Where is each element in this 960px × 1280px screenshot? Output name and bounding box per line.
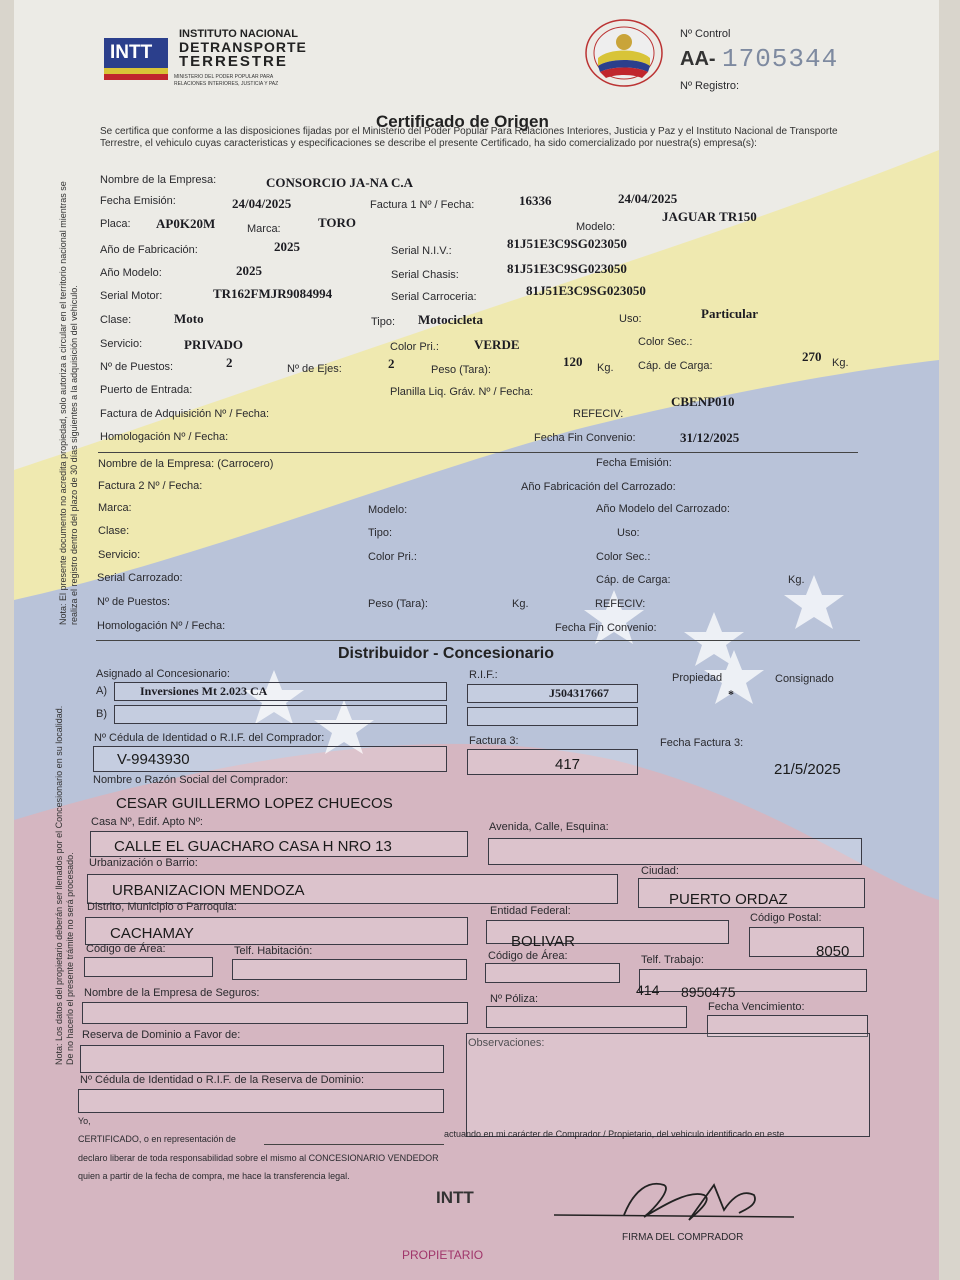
color-sec-label: Color Sec.: — [638, 336, 693, 348]
fecha-emision-label: Fecha Emisión: — [100, 195, 176, 207]
postal-label: Código Postal: — [750, 912, 822, 924]
org-name-line1: INSTITUTO NACIONAL — [179, 28, 298, 40]
planilla-label: Planilla Liq. Gráv. Nº / Fecha: — [390, 386, 534, 398]
carrocero-peso-label: Peso (Tara): — [368, 598, 428, 610]
rif-b-field[interactable] — [467, 707, 638, 726]
carrocero-carga-kg: Kg. — [788, 574, 805, 586]
declaration-yo: Yo, — [78, 1116, 91, 1126]
poliza-label: Nº Póliza: — [490, 993, 539, 1005]
rif-a-value: J504317667 — [549, 686, 609, 700]
tipo-label: Tipo: — [371, 316, 396, 328]
uso-value: Particular — [701, 306, 759, 321]
factura1-date: 24/04/2025 — [618, 191, 678, 206]
seguros-label: Nombre de la Empresa de Seguros: — [84, 987, 260, 999]
carrocero-tipo-label: Tipo: — [368, 527, 393, 539]
area-trab-label: Código de Área: — [488, 950, 568, 962]
fin-convenio-value: 31/12/2025 — [680, 430, 740, 445]
servicio-value: PRIVADO — [184, 337, 243, 352]
tel-hab-field[interactable] — [232, 959, 467, 980]
refeciv-label: REFECIV: — [573, 408, 624, 420]
refeciv-value: CBENP010 — [671, 394, 735, 409]
row-b-label: B) — [96, 708, 107, 720]
intro-text: Se certifica que conforme a las disposiciones fijadas por el Ministerio del Poder Popular Para Relaciones Interiores, Justicia y Paz y el Instituto Nacional de Transporte Terrestre, el vehiculo cuyas caracteristicas y especificaciones se describe el presente Certificado, ha sido comercializado por nuestra(s) empresa(s): — [100, 126, 838, 149]
entidad-value: BOLIVAR — [511, 933, 575, 950]
carga-value: 270 — [802, 349, 822, 364]
tel-trab-label: Telf. Trabajo: — [641, 954, 704, 966]
avenida-label: Avenida, Calle, Esquina: — [489, 821, 609, 833]
ejes-value: 2 — [388, 356, 395, 371]
casa-value: CALLE EL GUACHARO CASA H NRO 13 — [114, 838, 392, 855]
observaciones-label: Observaciones: — [468, 1037, 545, 1049]
intt-logo — [104, 38, 168, 80]
fecha-factura3-value: 21/5/2025 — [774, 761, 841, 778]
area-field[interactable] — [84, 957, 213, 977]
poliza-field[interactable] — [486, 1006, 687, 1028]
area-trab-field[interactable] — [485, 963, 620, 983]
declaration-line2: declaro liberar de toda responsabilidad sobre el mismo al CONCESIONARIO VENDEDOR — [78, 1153, 439, 1163]
registro-label: Nº Registro: — [680, 80, 740, 92]
adquisicion-label: Factura de Adquisición Nº / Fecha: — [100, 408, 270, 420]
control-label: Nº Control — [680, 28, 731, 40]
puerto-label: Puerto de Entrada: — [100, 384, 193, 396]
ministry-line2: RELACIONES INTERIORES, JUSTICIA Y PAZ — [174, 81, 279, 87]
factura3-label: Factura 3: — [469, 735, 519, 747]
section-divider — [98, 452, 858, 453]
serial-motor-value: TR162FMJR9084994 — [213, 286, 333, 301]
carrocero-uso-label: Uso: — [617, 527, 640, 539]
org-name-line2: DETRANSPORTE — [179, 39, 307, 55]
modelo-value: JAGUAR TR150 — [662, 209, 757, 224]
ministry-line1: MINISTERIO DEL PODER POPULAR PARA — [174, 74, 274, 80]
carga-label: Cáp. de Carga: — [638, 360, 713, 372]
propiedad-mark: * — [728, 687, 734, 701]
fecha-emision-value: 24/04/2025 — [232, 196, 292, 211]
empresa-label: Nombre de la Empresa: — [100, 174, 217, 186]
reserva-cedula-field[interactable] — [78, 1089, 444, 1113]
placa-value: AP0K20M — [156, 216, 216, 231]
carrocero-carga-label: Cáp. de Carga: — [596, 574, 671, 586]
carrocero-color-pri-label: Color Pri.: — [368, 551, 417, 563]
ejes-label: Nº de Ejes: — [287, 363, 342, 375]
entidad-label: Entidad Federal: — [490, 905, 571, 917]
factura3-value: 417 — [555, 756, 581, 773]
section-divider — [96, 640, 860, 641]
concesionario-a-value: Inversiones Mt 2.023 CA — [140, 684, 268, 698]
reserva-cedula-label: Nº Cédula de Identidad o R.I.F. de la Reserva de Dominio: — [80, 1074, 365, 1086]
carrocero-color-sec-label: Color Sec.: — [596, 551, 651, 563]
peso-value: 120 — [563, 354, 583, 369]
anio-carrozado-label: Año Fabricación del Carrozado: — [521, 481, 676, 493]
carrocero-servicio-label: Servicio: — [98, 549, 141, 561]
postal-value: 8050 — [816, 943, 850, 960]
color-pri-label: Color Pri.: — [390, 341, 439, 353]
clase-value: Moto — [174, 311, 204, 326]
coat-of-arms-seal-icon — [584, 18, 664, 88]
empresa-value: CONSORCIO JA-NA C.A — [266, 175, 413, 190]
puestos-value: 2 — [226, 355, 233, 370]
org-name-line3: TERRESTRE — [179, 53, 288, 70]
asignado-label: Asignado al Concesionario: — [96, 668, 230, 680]
tel-trab-value: 8950475 — [681, 984, 736, 1000]
carrocero-empresa-label: Nombre de la Empresa: (Carrocero) — [98, 458, 274, 470]
representacion-line — [264, 1144, 444, 1145]
carrocero-clase-label: Clase: — [98, 525, 130, 537]
buyer-signature — [554, 1165, 794, 1240]
firma-label: FIRMA DEL COMPRADOR — [622, 1232, 744, 1243]
avenida-field[interactable] — [488, 838, 862, 865]
carrocero-puestos-label: Nº de Puestos: — [97, 596, 171, 608]
anio-fab-label: Año de Fabricación: — [100, 244, 198, 256]
factura1-number: 16336 — [519, 193, 552, 208]
area-trab-value: 414 — [636, 982, 660, 998]
concesionario-b-field[interactable] — [114, 705, 447, 724]
modelo-label: Modelo: — [576, 221, 616, 233]
control-prefix: AA- — [680, 48, 716, 70]
carrocero-anio-modelo-label: Año Modelo del Carrozado: — [596, 503, 730, 515]
tel-hab-label: Telf. Habitación: — [234, 945, 313, 957]
page-title: Certificado de Origen — [376, 112, 549, 131]
nombre-value: CESAR GUILLERMO LOPEZ CHUECOS — [116, 795, 393, 812]
side-note-2: Nota: Los datos del propietario deberán ser llenados por el Concesionario en su localidad. De no hacerlo el presente trámite no será procesado. — [54, 705, 75, 1065]
distrito-label: Distrito, Municipio o Parroquia: — [87, 901, 237, 913]
reserva-label: Reserva de Dominio a Favor de: — [82, 1029, 241, 1041]
serial-chasis-label: Serial Chasis: — [391, 269, 459, 281]
carrocero-peso-kg: Kg. — [512, 598, 529, 610]
carrocero-homologacion-label: Homologación Nº / Fecha: — [97, 620, 226, 632]
factura1-label: Factura 1 Nº / Fecha: — [370, 199, 475, 211]
anio-fab-value: 2025 — [274, 239, 300, 254]
color-pri-value: VERDE — [474, 337, 520, 352]
carrocero-marca-label: Marca: — [98, 502, 132, 514]
propiedad-label: Propiedad — [672, 672, 723, 684]
declaration-line1b: actuando en mi carácter de Comprador / Propietario, del vehiculo identificado en este — [444, 1129, 785, 1139]
consignado-label: Consignado — [775, 673, 834, 685]
carrocero-fecha-emision-label: Fecha Emisión: — [596, 457, 672, 469]
casa-label: Casa Nº, Edif. Apto Nº: — [91, 816, 203, 828]
serial-motor-label: Serial Motor: — [100, 290, 163, 302]
serial-carroceria-value: 81J51E3C9SG023050 — [526, 283, 646, 298]
anio-modelo-label: Año Modelo: — [100, 267, 162, 279]
ciudad-label: Ciudad: — [641, 865, 679, 877]
row-a-label: A) — [96, 685, 107, 697]
tel-trab-field[interactable] — [639, 969, 867, 992]
factura2-label: Factura 2 Nº / Fecha: — [98, 480, 203, 492]
homologacion-label: Homologación Nº / Fecha: — [100, 431, 229, 443]
certificate-sheet — [14, 0, 939, 1280]
seguros-field[interactable] — [82, 1002, 468, 1024]
servicio-label: Servicio: — [100, 338, 143, 350]
reserva-field[interactable] — [80, 1045, 444, 1073]
placa-label: Placa: — [100, 218, 131, 230]
distrito-value: CACHAMAY — [110, 925, 194, 942]
peso-label: Peso (Tara): — [431, 364, 491, 376]
tipo-value: Motocicleta — [418, 312, 483, 327]
distribuidor-title: Distribuidor - Concesionario — [338, 645, 555, 662]
intt-logo-text: INTT — [110, 42, 153, 63]
anio-modelo-value: 2025 — [236, 263, 262, 278]
observaciones-field[interactable] — [466, 1033, 870, 1137]
fecha-factura3-label: Fecha Factura 3: — [660, 737, 744, 749]
carrocero-refeciv-label: REFECIV: — [595, 598, 646, 610]
serial-carrozado-label: Serial Carrozado: — [97, 572, 183, 584]
intt-stamp-text: INTT — [436, 1188, 474, 1207]
marca-label: Marca: — [247, 223, 281, 235]
serial-carroceria-label: Serial Carroceria: — [391, 291, 477, 303]
clase-label: Clase: — [100, 314, 132, 326]
vencimiento-label: Fecha Vencimiento: — [708, 1001, 805, 1013]
serial-chasis-value: 81J51E3C9SG023050 — [507, 261, 627, 276]
side-note-1: Nota: El presente documento no acredita propiedad, solo autoriza a circular en el territorio nacional mientras se realiza el registro dentro del plazo de 30 días siguientes a la adquisición del vehiculo. — [58, 181, 79, 625]
factura3-field[interactable] — [467, 749, 638, 775]
carrocero-modelo-label: Modelo: — [368, 504, 408, 516]
nombre-label: Nombre o Razón Social del Comprador: — [93, 774, 289, 786]
area-label: Código de Área: — [86, 943, 166, 955]
serial-niv-value: 81J51E3C9SG023050 — [507, 236, 627, 251]
declaration-line3: quien a partir de la fecha de compra, me hace la transferencia legal. — [78, 1171, 350, 1181]
rif-label: R.I.F.: — [469, 669, 498, 681]
urbanizacion-value: URBANIZACION MENDOZA — [112, 882, 305, 899]
fin-convenio-label: Fecha Fin Convenio: — [534, 432, 636, 444]
control-number: 1705344 — [722, 44, 839, 74]
urbanizacion-label: Urbanización o Barrio: — [89, 857, 198, 869]
propietario-label: PROPIETARIO — [402, 1248, 484, 1262]
marca-value: TORO — [318, 215, 357, 230]
carrocero-fin-convenio-label: Fecha Fin Convenio: — [555, 622, 657, 634]
serial-niv-label: Serial N.I.V.: — [391, 245, 452, 257]
declaration-line1a: CERTIFICADO, o en representación de — [78, 1134, 236, 1144]
uso-label: Uso: — [619, 313, 642, 325]
cedula-label: Nº Cédula de Identidad o R.I.F. del Comprador: — [94, 732, 325, 744]
carga-kg-label: Kg. — [832, 357, 849, 369]
ciudad-value: PUERTO ORDAZ — [669, 891, 788, 908]
cedula-value: V-9943930 — [117, 751, 190, 768]
peso-kg-label: Kg. — [597, 362, 614, 374]
puestos-label: Nº de Puestos: — [100, 361, 174, 373]
